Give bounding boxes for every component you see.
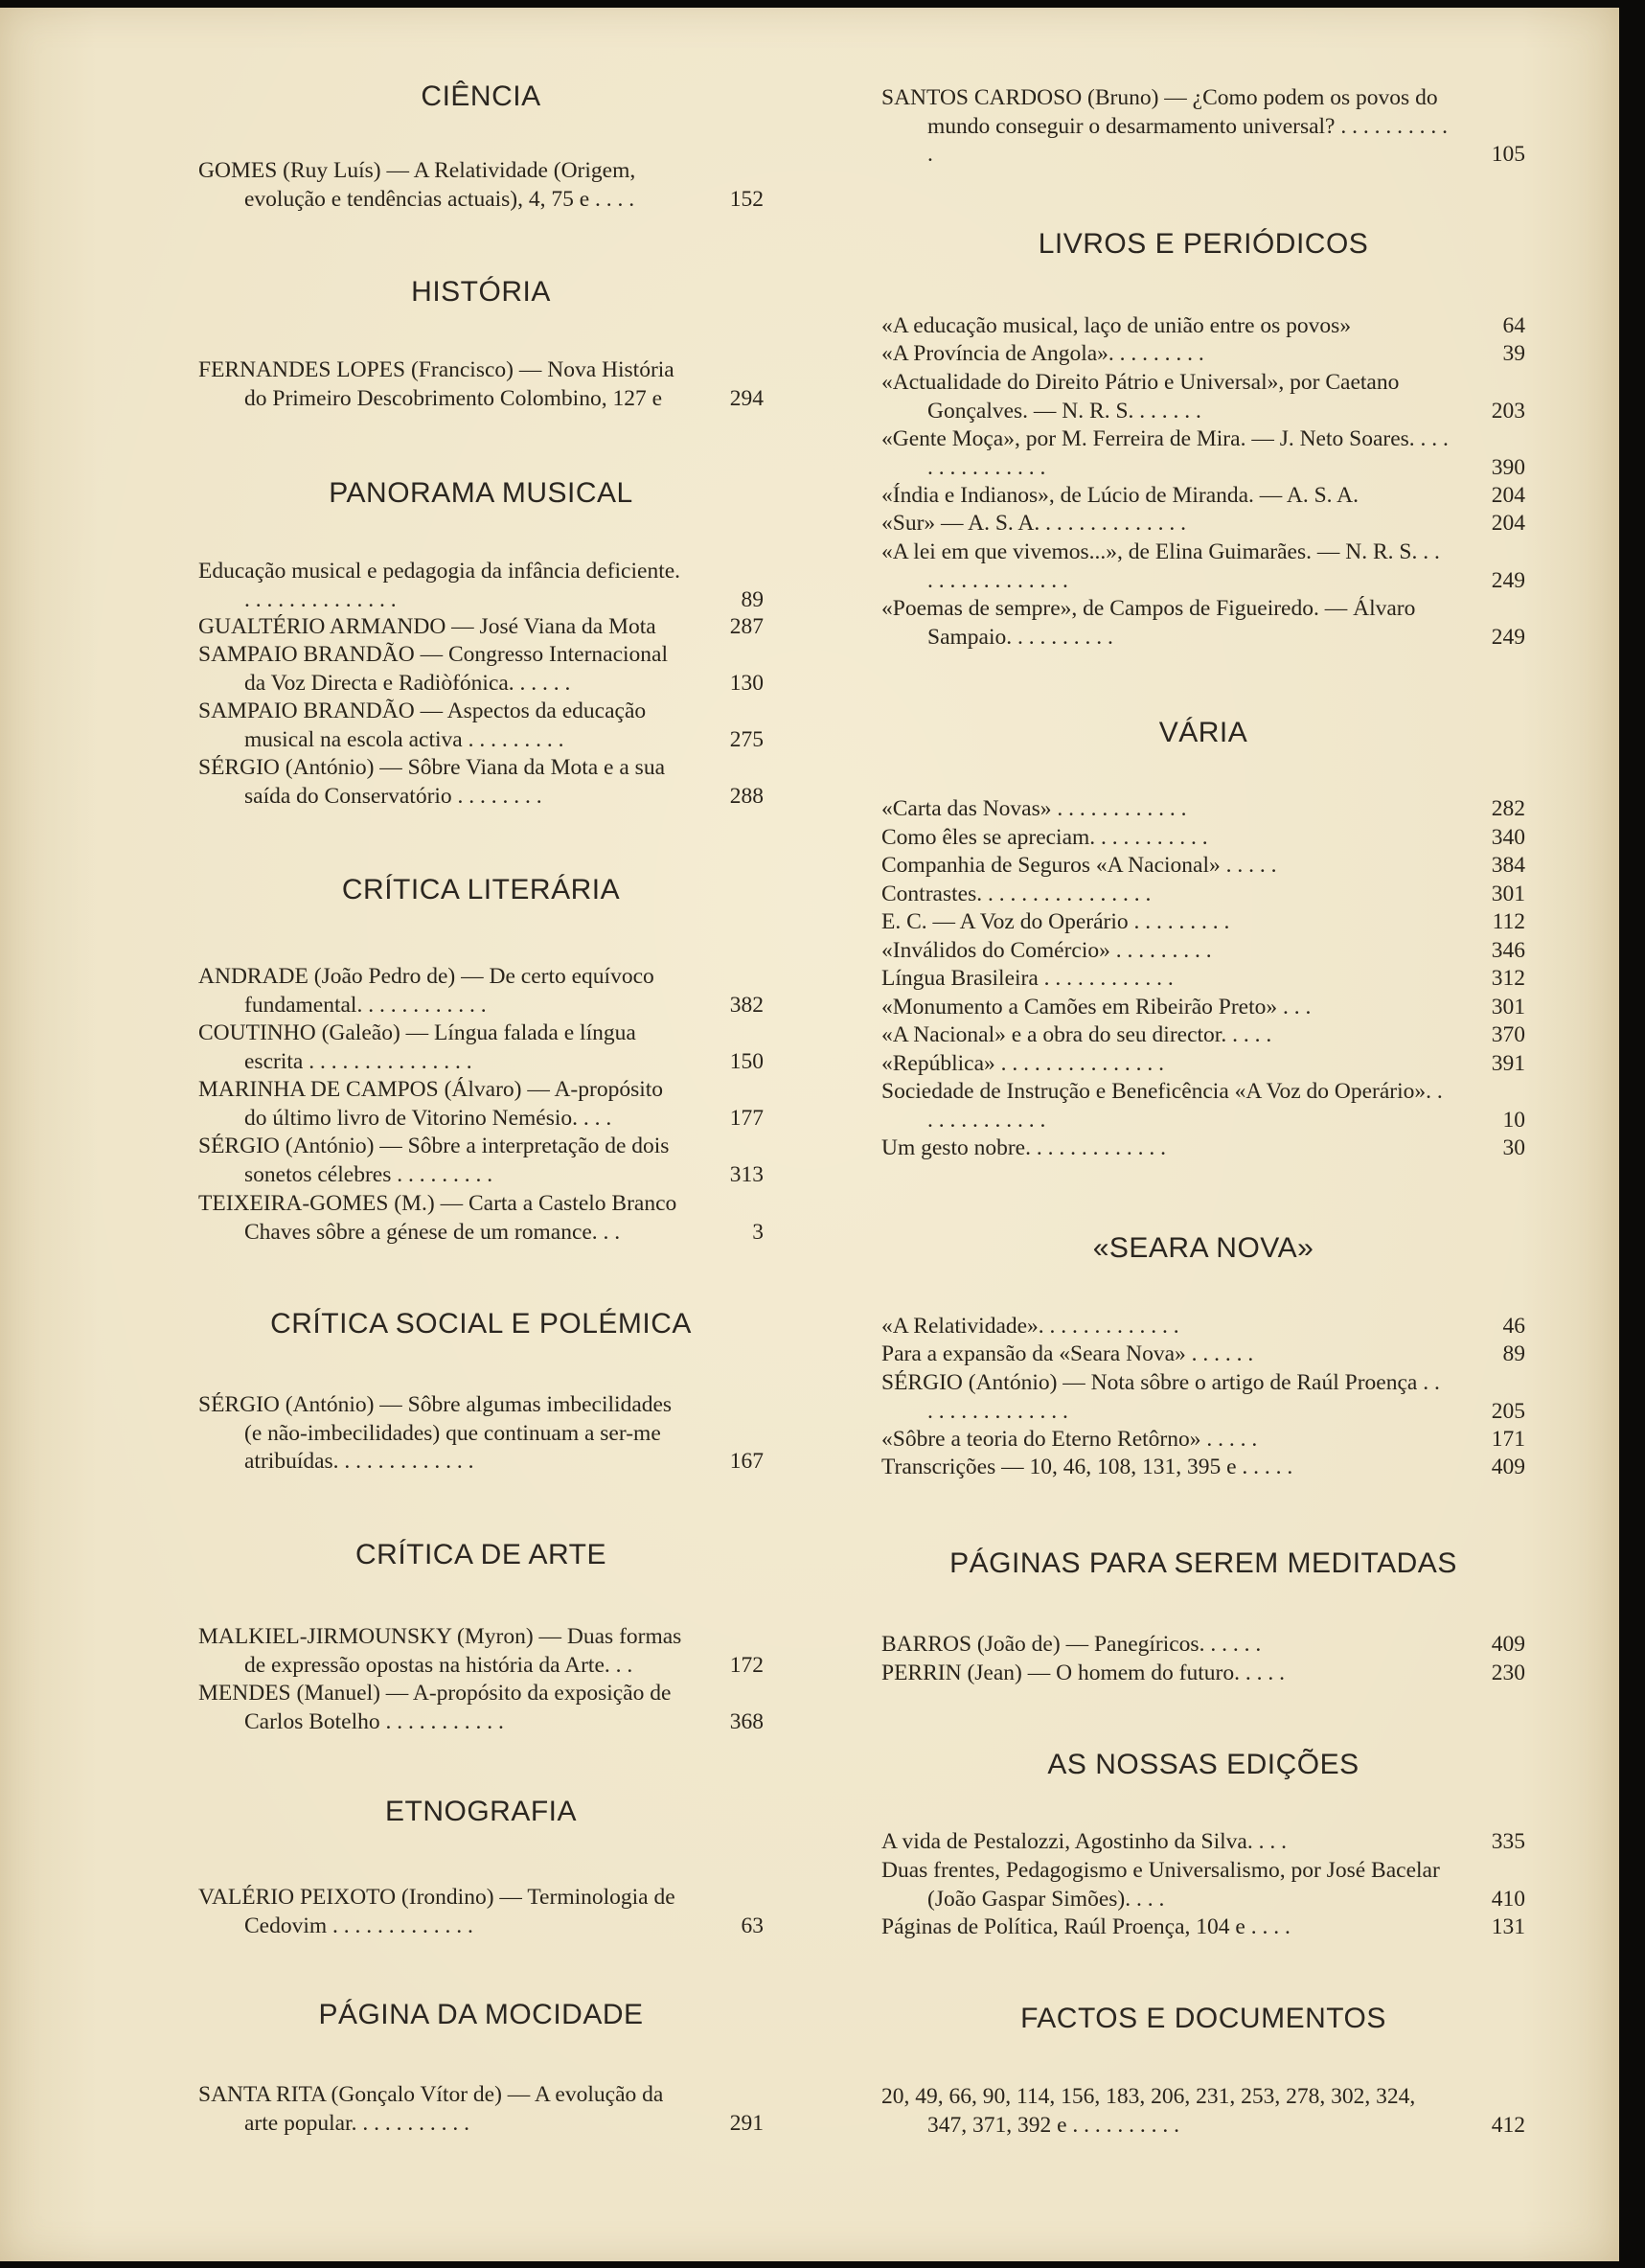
section-title-historia: HISTÓRIA: [411, 276, 551, 308]
section-title-panorama-musical: PANORAMA MUSICAL: [329, 477, 633, 509]
entry: Duas frentes, Pedagogismo e Universalismo, por José Bacelar (João Gaspar Simões). . . . 410: [881, 1858, 1525, 1912]
entry: Transcrições — 10, 46, 108, 131, 395 e . . . . . 409: [881, 1455, 1525, 1479]
entry: Língua Brasileira . . . . . . . . . . . . 312: [881, 966, 1525, 991]
section-title-critica-literaria: CRÍTICA LITERÁRIA: [341, 874, 621, 905]
section-title-critica-social: CRÍTICA SOCIAL E POLÉMICA: [270, 1308, 692, 1340]
entry: «Inválidos do Comércio» . . . . . . . . . 346: [881, 938, 1525, 963]
entry: COUTINHO (Galeão) — Língua falada e língua escrita . . . . . . . . . . . . . . . 150: [198, 1020, 764, 1074]
index-page: [0, 8, 1619, 2261]
entry: «Sôbre a teoria do Eterno Retôrno» . . . . . 171: [881, 1427, 1525, 1452]
entry: «A Nacional» e a obra do seu director. . . . . 370: [881, 1022, 1525, 1047]
entry: SAMPAIO BRANDÃO — Congresso Internacional da Voz Directa e Radiòfónica. . . . . . 130: [198, 642, 764, 696]
entry: «Carta das Novas» . . . . . . . . . . . . 282: [881, 796, 1525, 821]
entry: SÉRGIO (António) — Sôbre Viana da Mota e a sua saída do Conservatório . . . . . . . . 288: [198, 755, 764, 809]
entry: MARINHA DE CAMPOS (Álvaro) — A-propósito do último livro de Vitorino Nemésio. . . . 177: [198, 1077, 764, 1131]
entry: «Actualidade do Direito Pátrio e Universal», por Caetano Gonçalves. — N. R. S. . . . . . . 203: [881, 370, 1525, 424]
entry: «Poemas de sempre», de Campos de Figueiredo. — Álvaro Sampaio. . . . . . . . . . 249: [881, 596, 1525, 650]
entry: SÉRGIO (António) — Sôbre algumas imbecilidades (e não-imbecilidades) que continuam a ser-me atribuídas. . . . . . . . . . . . . 167: [198, 1392, 764, 1474]
entry: «Sur» — A. S. A. . . . . . . . . . . . . . 204: [881, 511, 1525, 536]
entry: SÉRGIO (António) — Nota sôbre o artigo de Raúl Proença . . . . . . . . . . . . . . . 205: [881, 1370, 1525, 1424]
entry: 20, 49, 66, 90, 114, 156, 183, 206, 231, 253, 278, 302, 324, 347, 371, 392 e . . . . . . . . . . 412: [881, 2084, 1525, 2138]
entry: Para a expansão da «Seara Nova» . . . . . . 89: [881, 1341, 1525, 1366]
entry: BARROS (João de) — Panegíricos. . . . . . 409: [881, 1632, 1525, 1657]
entry: ANDRADE (João Pedro de) — De certo equívoco fundamental. . . . . . . . . . . . 382: [198, 964, 764, 1018]
section-title-varia: VÁRIA: [1158, 717, 1248, 748]
entry: SÉRGIO (António) — Sôbre a interpretação de dois sonetos célebres . . . . . . . . . 313: [198, 1134, 764, 1187]
entry: «Monumento a Camões em Ribeirão Preto» . . . 301: [881, 995, 1525, 1019]
entry: SANTA RITA (Gonçalo Vítor de) — A evolução da arte popular. . . . . . . . . . . 291: [198, 2082, 764, 2136]
entry: VALÉRIO PEIXOTO (Irondino) — Terminologia de Cedovim . . . . . . . . . . . . . 63: [198, 1885, 764, 1938]
section-title-ciencia: CIÊNCIA: [421, 80, 541, 112]
entry: Companhia de Seguros «A Nacional» . . . . . 384: [881, 853, 1525, 878]
entry: Como êles se apreciam. . . . . . . . . . . 340: [881, 825, 1525, 850]
entry: «A educação musical, laço de união entre os povos» 64: [881, 313, 1525, 338]
entry: GUALTÉRIO ARMANDO — José Viana da Mota 287: [198, 614, 764, 639]
section-title-seara-nova: «SEARA NOVA»: [1092, 1232, 1314, 1264]
entry: Sociedade de Instrução e Beneficência «A Voz do Operário». . . . . . . . . . . . . 10: [881, 1079, 1525, 1133]
entry: «Gente Moça», por M. Ferreira de Mira. — J. Neto Soares. . . . . . . . . . . . . . . 390: [881, 426, 1525, 480]
entry: PERRIN (Jean) — O homem do futuro. . . . . 230: [881, 1661, 1525, 1685]
section-title-as-nossas-edicoes: AS NOSSAS EDIÇÕES: [1047, 1749, 1359, 1780]
entry: FERNANDES LOPES (Francisco) — Nova História do Primeiro Descobrimento Colombino, 127 e 294: [198, 357, 764, 411]
entry: MALKIEL-JIRMOUNSKY (Myron) — Duas formas de expressão opostas na história da Arte. . . 172: [198, 1624, 764, 1678]
section-title-etnografia: ETNOGRAFIA: [384, 1796, 577, 1827]
section-title-paginas-para-serem-meditadas: PÁGINAS PARA SEREM MEDITADAS: [949, 1547, 1457, 1579]
entry: «Índia e Indianos», de Lúcio de Miranda. — A. S. A. 204: [881, 483, 1525, 508]
entry: SAMPAIO BRANDÃO — Aspectos da educação musical na escola activa . . . . . . . . . 275: [198, 699, 764, 752]
entry: «República» . . . . . . . . . . . . . . . 391: [881, 1051, 1525, 1076]
entry: E. C. — A Voz do Operário . . . . . . . . . 112: [881, 909, 1525, 934]
entry: MENDES (Manuel) — A-propósito da exposição de Carlos Botelho . . . . . . . . . . . 368: [198, 1681, 764, 1734]
section-title-livros-e-periodicos: LIVROS E PERIÓDICOS: [1038, 228, 1369, 260]
entry: Educação musical e pedagogia da infância deficiente. . . . . . . . . . . . . . . 89: [198, 559, 764, 612]
entry: Contrastes. . . . . . . . . . . . . . . . 301: [881, 882, 1525, 906]
section-title-critica-de-arte: CRÍTICA DE ARTE: [354, 1539, 606, 1570]
entry: Páginas de Política, Raúl Proença, 104 e . . . . 131: [881, 1914, 1525, 1939]
entry: «A Província de Angola». . . . . . . . . 39: [881, 341, 1525, 366]
entry: Um gesto nobre. . . . . . . . . . . . . 30: [881, 1135, 1525, 1160]
entry: A vida de Pestalozzi, Agostinho da Silva. . . . 335: [881, 1829, 1525, 1854]
section-title-pagina-da-mocidade: PÁGINA DA MOCIDADE: [318, 1999, 644, 2030]
section-title-factos-e-documentos: FACTOS E DOCUMENTOS: [1020, 2003, 1386, 2034]
entry: GOMES (Ruy Luís) — A Relatividade (Origem, evolução e tendências actuais), 4, 75 e . . . . 152: [198, 158, 764, 212]
entry: TEIXEIRA-GOMES (M.) — Carta a Castelo Branco Chaves sôbre a génese de um romance. . . 3: [198, 1191, 764, 1245]
entry: «A Relatividade». . . . . . . . . . . . . 46: [881, 1314, 1525, 1339]
entry: «A lei em que vivemos...», de Elina Guimarães. — N. R. S. . . . . . . . . . . . . . . . 249: [881, 539, 1525, 593]
entry: SANTOS CARDOSO (Bruno) — ¿Como podem os povos do mundo conseguir o desarmamento universal? . . . . . . . . . . . 105: [881, 85, 1525, 167]
